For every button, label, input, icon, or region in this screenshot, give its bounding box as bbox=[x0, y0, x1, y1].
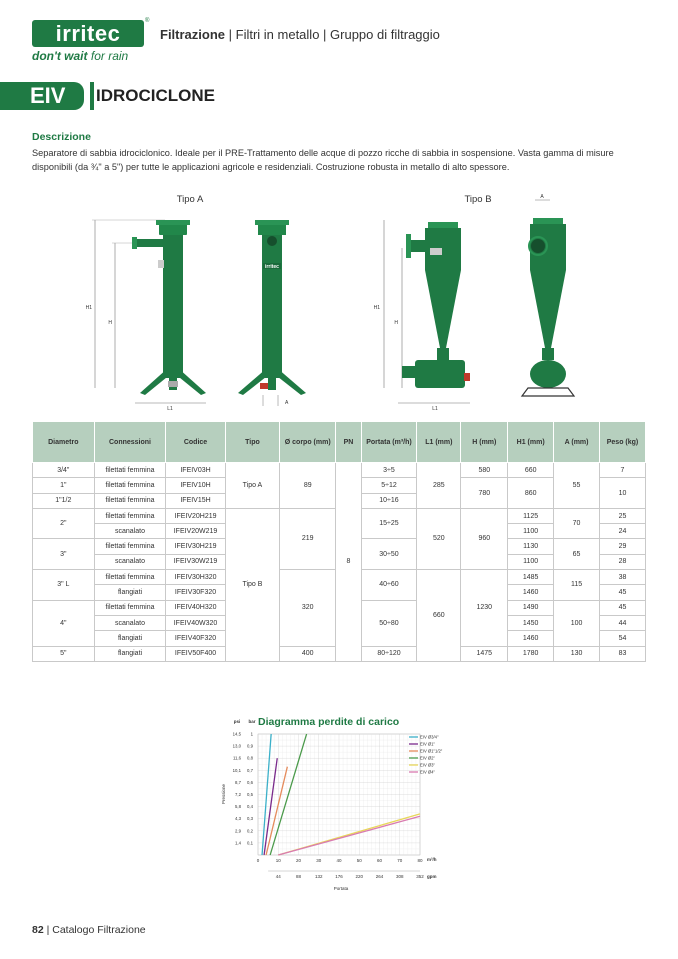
table-row: 3/4" filettati femmina IFEIV03H Tipo A 89 8 3÷5 285 580 660 55 7 bbox=[33, 463, 646, 478]
x2-tick-label: 44 bbox=[275, 874, 281, 879]
y-unit-psi: psi bbox=[233, 719, 241, 724]
table-row: 1"1/2 filettati femmina IFEIV15H 10÷16 bbox=[33, 493, 646, 508]
description-text: Separatore di sabbia idrociclonico. Ideale per il PRE-Trattamento delle acque di pozzo ricche di sabbia in sospensione. Vasta gamma di misure disponibili (da ¾" a 5") per tutte le applicazioni agricole e residenziali. Costruzione robusta in metallo di alto spessore. bbox=[32, 148, 614, 172]
x-tick-label: 30 bbox=[316, 858, 322, 863]
table-row: scanalato IFEIV40W320 1450 44 bbox=[33, 615, 646, 630]
y-bar-tick-label: 0,9 bbox=[247, 743, 253, 749]
col-connessioni: Connessioni bbox=[94, 422, 166, 463]
y-bar-tick-label: 0,6 bbox=[247, 779, 253, 785]
y-psi-tick-label: 13,0 bbox=[232, 743, 241, 749]
svg-text:H: H bbox=[108, 320, 112, 326]
y-psi-tick-label: 4,3 bbox=[235, 816, 241, 822]
legend-label-0: EIV Ø3/4" bbox=[420, 734, 439, 740]
x2-tick-label: 176 bbox=[335, 874, 343, 879]
x2-tick-label: 264 bbox=[375, 874, 384, 879]
table-row: flangiati IFEIV40F320 1460 54 bbox=[33, 631, 646, 646]
spec-table bbox=[32, 421, 646, 662]
col-diametro: Diametro bbox=[33, 422, 95, 463]
y-psi-tick-label: 1,4 bbox=[235, 840, 241, 846]
series-line-2 bbox=[266, 767, 287, 855]
tipo-a-label: Tipo A bbox=[176, 194, 204, 205]
svg-text:irritec: irritec bbox=[265, 264, 279, 270]
x-tick-label: 10 bbox=[275, 858, 281, 863]
legend-label-2: EIV Ø1"1/2" bbox=[420, 748, 443, 754]
col-corpo: Ø corpo (mm) bbox=[280, 422, 336, 463]
table-row: 3" L filettati femmina IFEIV30H320 320 40÷60 660 1230 1485 115 38 bbox=[33, 570, 646, 585]
y-psi-tick-label: 8,7 bbox=[235, 779, 241, 785]
y-axis-label: Pressione bbox=[221, 783, 226, 805]
col-l1: L1 (mm) bbox=[417, 422, 461, 463]
page-footer: 82 | Catalogo Filtrazione bbox=[32, 924, 146, 936]
y-bar-tick-label: 0,8 bbox=[247, 755, 253, 761]
product-code: EIV bbox=[0, 82, 84, 110]
breadcrumb-subsection: Filtri in metallo bbox=[235, 27, 320, 42]
table-row: 4" filettati femmina IFEIV40H320 50÷80 1490 100 45 bbox=[33, 600, 646, 615]
product-drawings bbox=[80, 188, 600, 413]
tagline: don't wait for rain bbox=[32, 49, 129, 63]
col-tipo: Tipo bbox=[225, 422, 280, 463]
footer-text: Catalogo Filtrazione bbox=[52, 924, 146, 936]
pressure-loss-chart bbox=[215, 712, 460, 897]
legend-label-5: EIV Ø4" bbox=[420, 769, 435, 775]
tipo-b-front-view bbox=[522, 194, 574, 396]
table-row: flangiati IFEIV30F320 1460 45 bbox=[33, 585, 646, 600]
svg-text:H: H bbox=[394, 320, 398, 326]
x2-tick-label: 220 bbox=[355, 874, 364, 879]
table-row: 1" filettati femmina IFEIV10H 5÷12 780 860 10 bbox=[33, 478, 646, 493]
y-bar-tick-label: 0,7 bbox=[247, 767, 253, 773]
legend-label-3: EIV Ø2" bbox=[420, 755, 435, 761]
x2-tick-label: 88 bbox=[295, 874, 302, 879]
table-row: scanalato IFEIV30W219 1100 28 bbox=[33, 554, 646, 569]
y-bar-tick-label: 0,1 bbox=[247, 840, 253, 846]
y-psi-tick-label: 10,1 bbox=[232, 767, 241, 773]
y-psi-tick-label: 2,9 bbox=[235, 828, 241, 834]
table-row: 2" filettati femmina IFEIV20H219 Tipo B 219 15÷25 520 960 1125 70 25 bbox=[33, 508, 646, 523]
breadcrumb-group: Gruppo di filtraggio bbox=[330, 27, 440, 42]
y-psi-tick-label: 11,6 bbox=[232, 755, 241, 761]
col-a: A (mm) bbox=[554, 422, 600, 463]
svg-text:A: A bbox=[285, 400, 289, 406]
legend-label-4: EIV Ø3" bbox=[420, 762, 435, 768]
table-row: 3" filettati femmina IFEIV30H219 30÷50 1130 65 29 bbox=[33, 539, 646, 554]
svg-text:H1: H1 bbox=[373, 305, 380, 311]
col-peso: Peso (kg) bbox=[600, 422, 646, 463]
x-tick-label: 70 bbox=[397, 858, 403, 863]
svg-text:A: A bbox=[540, 194, 544, 200]
y-bar-tick-label: 0,4 bbox=[247, 804, 253, 810]
y-bar-tick-label: 0,5 bbox=[247, 792, 253, 797]
x-tick-label: 80 bbox=[417, 858, 423, 863]
col-codice: Codice bbox=[166, 422, 225, 463]
legend-label-1: EIV Ø1" bbox=[420, 741, 435, 747]
tipo-a-front-view bbox=[238, 220, 306, 406]
header-breadcrumb: Filtrazione | Filtri in metallo | Gruppo di filtraggio bbox=[160, 27, 440, 42]
page-number: 82 bbox=[32, 924, 44, 936]
col-h1: H1 (mm) bbox=[508, 422, 554, 463]
breadcrumb-section: Filtrazione bbox=[160, 27, 226, 42]
x-tick-label: 60 bbox=[376, 858, 383, 863]
x-tick-label: 50 bbox=[356, 858, 362, 863]
table-row: 5" flangiati IFEIV50F400 400 80÷120 1475 1780 130 83 bbox=[33, 646, 646, 661]
x-axis-label: Portata bbox=[333, 886, 349, 891]
x-tick-label: 40 bbox=[336, 858, 342, 863]
col-portata: Portata (m³/h) bbox=[361, 422, 417, 463]
col-h: H (mm) bbox=[461, 422, 508, 463]
tipo-b-label: Tipo B bbox=[464, 194, 492, 205]
y-bar-tick-label: 0,2 bbox=[247, 828, 253, 834]
brand-logo: irritec bbox=[32, 20, 144, 47]
tipo-a-side-view bbox=[86, 220, 206, 412]
chart-title: Diagramma perdite di carico bbox=[258, 716, 400, 728]
col-pn: PN bbox=[336, 422, 361, 463]
y-psi-tick-label: 14,5 bbox=[232, 731, 241, 737]
description-title: Descrizione bbox=[32, 131, 91, 143]
svg-text:L1: L1 bbox=[167, 406, 173, 412]
series-line-5 bbox=[278, 816, 420, 855]
x-tick-label: 0 bbox=[256, 858, 260, 863]
x2-unit: gpm bbox=[427, 874, 437, 879]
registered-mark: ® bbox=[145, 18, 150, 24]
svg-text:H1: H1 bbox=[85, 305, 92, 311]
svg-text:L1: L1 bbox=[432, 406, 438, 412]
tipo-b-side-view bbox=[374, 220, 470, 412]
x2-tick-label: 352 bbox=[416, 874, 424, 879]
table-row: scanalato IFEIV20W219 1100 24 bbox=[33, 524, 646, 539]
table-header-row bbox=[33, 422, 646, 463]
x-tick-label: 20 bbox=[295, 858, 302, 863]
product-title: IDROCICLONE bbox=[96, 86, 215, 105]
y-psi-tick-label: 7,2 bbox=[235, 792, 241, 797]
y-bar-tick-label: 1 bbox=[250, 731, 253, 737]
x2-tick-label: 308 bbox=[395, 874, 404, 879]
x2-tick-label: 132 bbox=[314, 874, 323, 879]
y-unit-bar: bar bbox=[248, 719, 256, 724]
x-unit: m³/h bbox=[427, 857, 437, 862]
y-psi-tick-label: 5,8 bbox=[235, 804, 241, 810]
y-bar-tick-label: 0,3 bbox=[247, 816, 253, 822]
